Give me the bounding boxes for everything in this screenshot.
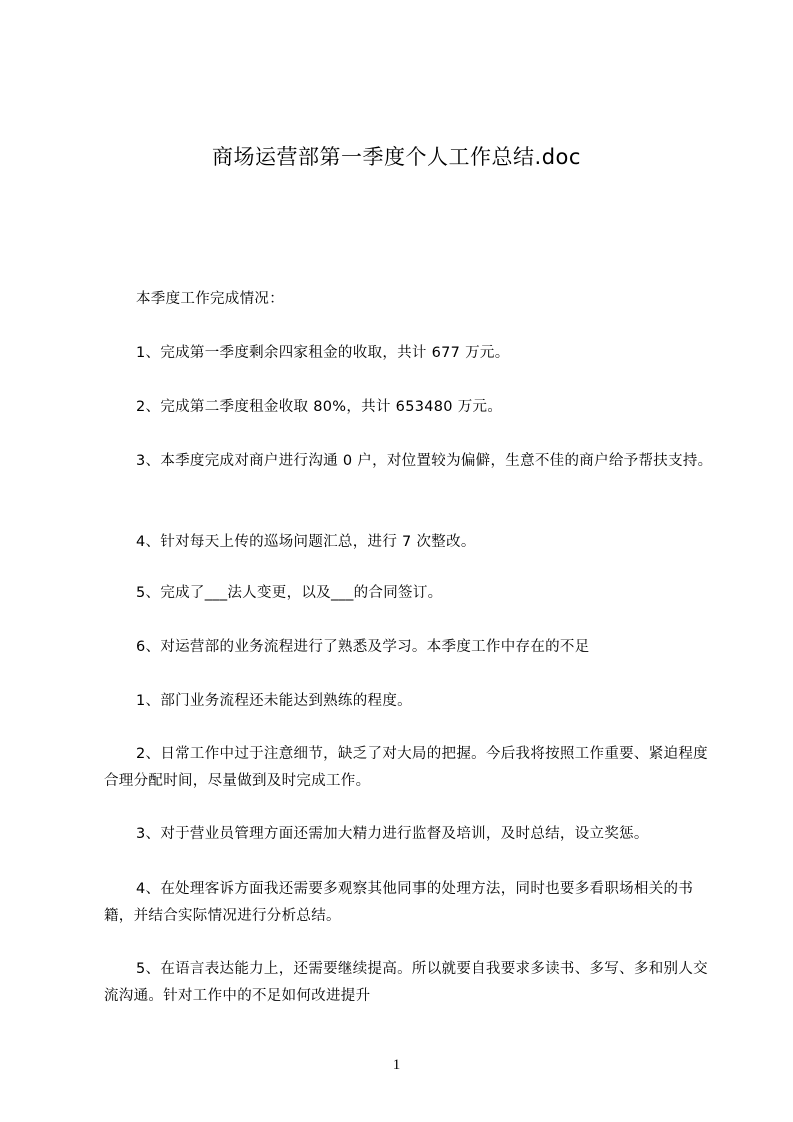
paragraph-item-6: 6、对运营部的业务流程进行了熟悉及学习。本季度工作中存在的不足: [136, 639, 590, 655]
paragraph-item-2: 2、完成第二季度租金收取 80%，共计 653480 万元。: [136, 399, 503, 415]
paragraph-item-3: 3、本季度完成对商户进行沟通 0 户，对位置较为偏僻，生意不佳的商户给予帮扶支持。: [136, 453, 713, 469]
paragraph-shortcoming-4: 4、在处理客诉方面我还需要多观察其他同事的处理方法，同时也要多看职场相关的书籍，并结合实际情况进行分析总结。: [104, 881, 694, 924]
paragraph-shortcoming-1: 1、部门业务流程还未能达到熟练的程度。: [136, 693, 412, 709]
paragraph-item-1: 1、完成第一季度剩余四家租金的收取，共计 677 万元。: [136, 345, 510, 361]
paragraph-item-4: 4、针对每天上传的巡场问题汇总，进行 7 次整改。: [136, 534, 476, 550]
document-title: 商场运营部第一季度个人工作总结.doc: [212, 145, 581, 169]
paragraph-shortcoming-3: 3、对于营业员管理方面还需加大精力进行监督及培训，及时总结，设立奖惩。: [136, 826, 649, 842]
paragraph-intro: 本季度工作完成情况：: [136, 291, 284, 307]
paragraph-shortcoming-5: 5、在语言表达能力上，还需要继续提高。所以就要自我要求多读书、多写、多和别人交流沟通。针对工作中的不足如何改进提升: [104, 961, 708, 1004]
paragraph-item-5: 5、完成了___法人变更，以及___的合同签订。: [136, 585, 443, 601]
paragraph-shortcoming-2: 2、日常工作中过于注意细节，缺乏了对大局的把握。今后我将按照工作重要、紧迫程度合理分配时间，尽量做到及时完成工作。: [104, 746, 708, 789]
page-number: 1: [392, 1057, 401, 1073]
